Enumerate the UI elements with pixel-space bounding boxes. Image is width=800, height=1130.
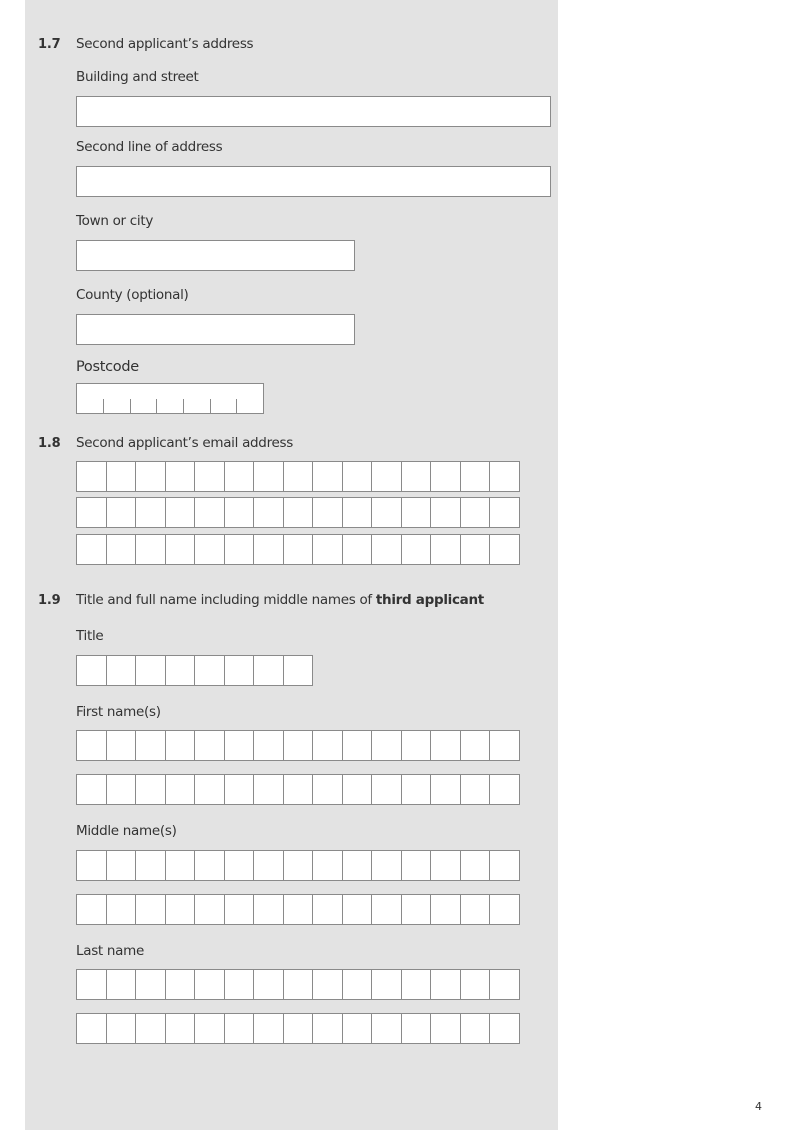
- char-box[interactable]: [401, 497, 432, 528]
- char-box[interactable]: [165, 969, 196, 1000]
- char-box[interactable]: [312, 850, 343, 881]
- char-box[interactable]: [312, 730, 343, 761]
- char-box[interactable]: [401, 774, 432, 805]
- char-box[interactable]: [430, 774, 461, 805]
- char-box[interactable]: [194, 1013, 225, 1044]
- char-box[interactable]: [194, 655, 225, 686]
- char-box[interactable]: [135, 730, 166, 761]
- char-box[interactable]: [76, 534, 107, 565]
- char-box[interactable]: [194, 461, 225, 492]
- char-box[interactable]: [135, 461, 166, 492]
- postcode-divider: [103, 399, 104, 413]
- char-box[interactable]: [106, 894, 137, 925]
- char-box[interactable]: [460, 497, 491, 528]
- char-box[interactable]: [224, 655, 255, 686]
- char-box[interactable]: [283, 730, 314, 761]
- county-input[interactable]: [76, 314, 355, 345]
- char-box[interactable]: [430, 497, 461, 528]
- char-box[interactable]: [135, 850, 166, 881]
- char-box[interactable]: [253, 850, 284, 881]
- char-box[interactable]: [165, 774, 196, 805]
- char-box[interactable]: [371, 1013, 402, 1044]
- postcode-divider: [236, 399, 237, 413]
- char-box[interactable]: [401, 894, 432, 925]
- char-box[interactable]: [342, 461, 373, 492]
- char-box[interactable]: [283, 534, 314, 565]
- char-box[interactable]: [165, 1013, 196, 1044]
- char-box[interactable]: [489, 969, 520, 1000]
- title-box-row[interactable]: [76, 655, 313, 686]
- char-box[interactable]: [76, 461, 107, 492]
- char-box[interactable]: [135, 497, 166, 528]
- town-city-label: Town or city: [76, 213, 154, 229]
- char-box[interactable]: [194, 730, 225, 761]
- last-name-box-row-2[interactable]: [76, 1013, 520, 1044]
- char-box[interactable]: [283, 1013, 314, 1044]
- char-box[interactable]: [224, 534, 255, 565]
- middle-names-box-row-1[interactable]: [76, 850, 520, 881]
- char-box[interactable]: [253, 497, 284, 528]
- char-box[interactable]: [460, 850, 491, 881]
- char-box[interactable]: [430, 850, 461, 881]
- char-box[interactable]: [106, 850, 137, 881]
- char-box[interactable]: [489, 894, 520, 925]
- char-box[interactable]: [460, 1013, 491, 1044]
- char-box[interactable]: [224, 461, 255, 492]
- title-label: Title: [76, 628, 104, 644]
- char-box[interactable]: [489, 497, 520, 528]
- first-names-box-row-2[interactable]: [76, 774, 520, 805]
- char-box[interactable]: [224, 894, 255, 925]
- char-box[interactable]: [342, 850, 373, 881]
- char-box[interactable]: [430, 1013, 461, 1044]
- char-box[interactable]: [106, 1013, 137, 1044]
- char-box[interactable]: [224, 850, 255, 881]
- char-box[interactable]: [371, 894, 402, 925]
- char-box[interactable]: [283, 655, 314, 686]
- char-box[interactable]: [76, 497, 107, 528]
- town-city-input[interactable]: [76, 240, 355, 271]
- email-box-row-1[interactable]: [76, 461, 520, 492]
- char-box[interactable]: [401, 969, 432, 1000]
- char-box[interactable]: [194, 774, 225, 805]
- char-box[interactable]: [135, 894, 166, 925]
- char-box[interactable]: [371, 534, 402, 565]
- char-box[interactable]: [224, 497, 255, 528]
- char-box[interactable]: [312, 534, 343, 565]
- char-box[interactable]: [342, 969, 373, 1000]
- char-box[interactable]: [460, 730, 491, 761]
- char-box[interactable]: [371, 461, 402, 492]
- question-number-1-9: 1.9: [38, 593, 61, 608]
- char-box[interactable]: [165, 730, 196, 761]
- char-box[interactable]: [460, 461, 491, 492]
- char-box[interactable]: [283, 497, 314, 528]
- char-box[interactable]: [342, 774, 373, 805]
- first-names-label: First name(s): [76, 704, 161, 720]
- char-box[interactable]: [342, 894, 373, 925]
- char-box[interactable]: [489, 1013, 520, 1044]
- char-box[interactable]: [165, 534, 196, 565]
- char-box[interactable]: [253, 655, 284, 686]
- char-box[interactable]: [401, 850, 432, 881]
- char-box[interactable]: [76, 894, 107, 925]
- char-box[interactable]: [106, 534, 137, 565]
- char-box[interactable]: [253, 461, 284, 492]
- postcode-divider: [183, 399, 184, 413]
- char-box[interactable]: [283, 850, 314, 881]
- char-box[interactable]: [312, 894, 343, 925]
- char-box[interactable]: [430, 534, 461, 565]
- char-box[interactable]: [401, 730, 432, 761]
- second-line-address-label: Second line of address: [76, 139, 223, 155]
- char-box[interactable]: [460, 969, 491, 1000]
- char-box[interactable]: [371, 969, 402, 1000]
- char-box[interactable]: [312, 1013, 343, 1044]
- char-box[interactable]: [371, 850, 402, 881]
- question-second-applicant-email: Second applicant’s email address: [76, 435, 294, 451]
- char-box[interactable]: [253, 1013, 284, 1044]
- question-third-applicant-bold: third applicant: [375, 592, 484, 608]
- char-box[interactable]: [401, 461, 432, 492]
- char-box[interactable]: [194, 894, 225, 925]
- question-second-applicant-address: Second applicant’s address: [76, 36, 254, 52]
- char-box[interactable]: [342, 497, 373, 528]
- char-box[interactable]: [489, 461, 520, 492]
- postcode-divider: [210, 399, 211, 413]
- char-box[interactable]: [76, 1013, 107, 1044]
- char-box[interactable]: [283, 461, 314, 492]
- char-box[interactable]: [106, 461, 137, 492]
- page-number: 4: [755, 1100, 762, 1113]
- char-box[interactable]: [135, 1013, 166, 1044]
- char-box[interactable]: [194, 497, 225, 528]
- char-box[interactable]: [342, 730, 373, 761]
- char-box[interactable]: [76, 969, 107, 1000]
- char-box[interactable]: [312, 497, 343, 528]
- last-name-label: Last name: [76, 943, 144, 959]
- postcode-input[interactable]: [76, 383, 264, 414]
- middle-names-box-row-2[interactable]: [76, 894, 520, 925]
- email-box-row-2[interactable]: [76, 497, 520, 528]
- char-box[interactable]: [165, 655, 196, 686]
- building-street-input[interactable]: [76, 96, 551, 127]
- char-box[interactable]: [489, 774, 520, 805]
- char-box[interactable]: [430, 969, 461, 1000]
- char-box[interactable]: [194, 850, 225, 881]
- char-box[interactable]: [312, 774, 343, 805]
- middle-names-label: Middle name(s): [76, 823, 177, 839]
- char-box[interactable]: [165, 461, 196, 492]
- char-box[interactable]: [283, 894, 314, 925]
- last-name-box-row-1[interactable]: [76, 969, 520, 1000]
- char-box[interactable]: [135, 774, 166, 805]
- email-box-row-3[interactable]: [76, 534, 520, 565]
- char-box[interactable]: [371, 497, 402, 528]
- char-box[interactable]: [194, 534, 225, 565]
- char-box[interactable]: [106, 497, 137, 528]
- char-box[interactable]: [135, 969, 166, 1000]
- char-box[interactable]: [371, 730, 402, 761]
- char-box[interactable]: [224, 1013, 255, 1044]
- char-box[interactable]: [253, 969, 284, 1000]
- char-box[interactable]: [224, 774, 255, 805]
- char-box[interactable]: [460, 534, 491, 565]
- char-box[interactable]: [430, 461, 461, 492]
- char-box[interactable]: [194, 969, 225, 1000]
- char-box[interactable]: [106, 969, 137, 1000]
- char-box[interactable]: [342, 1013, 373, 1044]
- char-box[interactable]: [312, 461, 343, 492]
- char-box[interactable]: [76, 774, 107, 805]
- char-box[interactable]: [224, 969, 255, 1000]
- char-box[interactable]: [401, 1013, 432, 1044]
- char-box[interactable]: [430, 730, 461, 761]
- char-box[interactable]: [224, 730, 255, 761]
- char-box[interactable]: [135, 534, 166, 565]
- building-street-label: Building and street: [76, 69, 199, 85]
- char-box[interactable]: [489, 730, 520, 761]
- char-box[interactable]: [253, 730, 284, 761]
- second-line-address-input[interactable]: [76, 166, 551, 197]
- char-box[interactable]: [253, 774, 284, 805]
- char-box[interactable]: [76, 730, 107, 761]
- char-box[interactable]: [253, 534, 284, 565]
- question-number-1-8: 1.8: [38, 436, 61, 451]
- char-box[interactable]: [76, 850, 107, 881]
- char-box[interactable]: [253, 894, 284, 925]
- county-label: County (optional): [76, 287, 189, 303]
- char-box[interactable]: [430, 894, 461, 925]
- char-box[interactable]: [489, 534, 520, 565]
- char-box[interactable]: [135, 655, 166, 686]
- char-box[interactable]: [312, 969, 343, 1000]
- char-box[interactable]: [342, 534, 373, 565]
- postcode-label: Postcode: [76, 359, 139, 375]
- char-box[interactable]: [401, 534, 432, 565]
- char-box[interactable]: [460, 774, 491, 805]
- char-box[interactable]: [106, 774, 137, 805]
- char-box[interactable]: [76, 655, 107, 686]
- char-box[interactable]: [283, 774, 314, 805]
- postcode-divider: [130, 399, 131, 413]
- char-box[interactable]: [165, 850, 196, 881]
- char-box[interactable]: [165, 894, 196, 925]
- char-box[interactable]: [371, 774, 402, 805]
- char-box[interactable]: [106, 655, 137, 686]
- char-box[interactable]: [165, 497, 196, 528]
- first-names-box-row-1[interactable]: [76, 730, 520, 761]
- char-box[interactable]: [283, 969, 314, 1000]
- postcode-divider: [156, 399, 157, 413]
- char-box[interactable]: [489, 850, 520, 881]
- char-box[interactable]: [106, 730, 137, 761]
- char-box[interactable]: [460, 894, 491, 925]
- question-number-1-7: 1.7: [38, 37, 61, 52]
- question-third-applicant-name: [76, 592, 484, 608]
- question-third-applicant-prefix: Title and full name including middle names of: [76, 592, 376, 608]
